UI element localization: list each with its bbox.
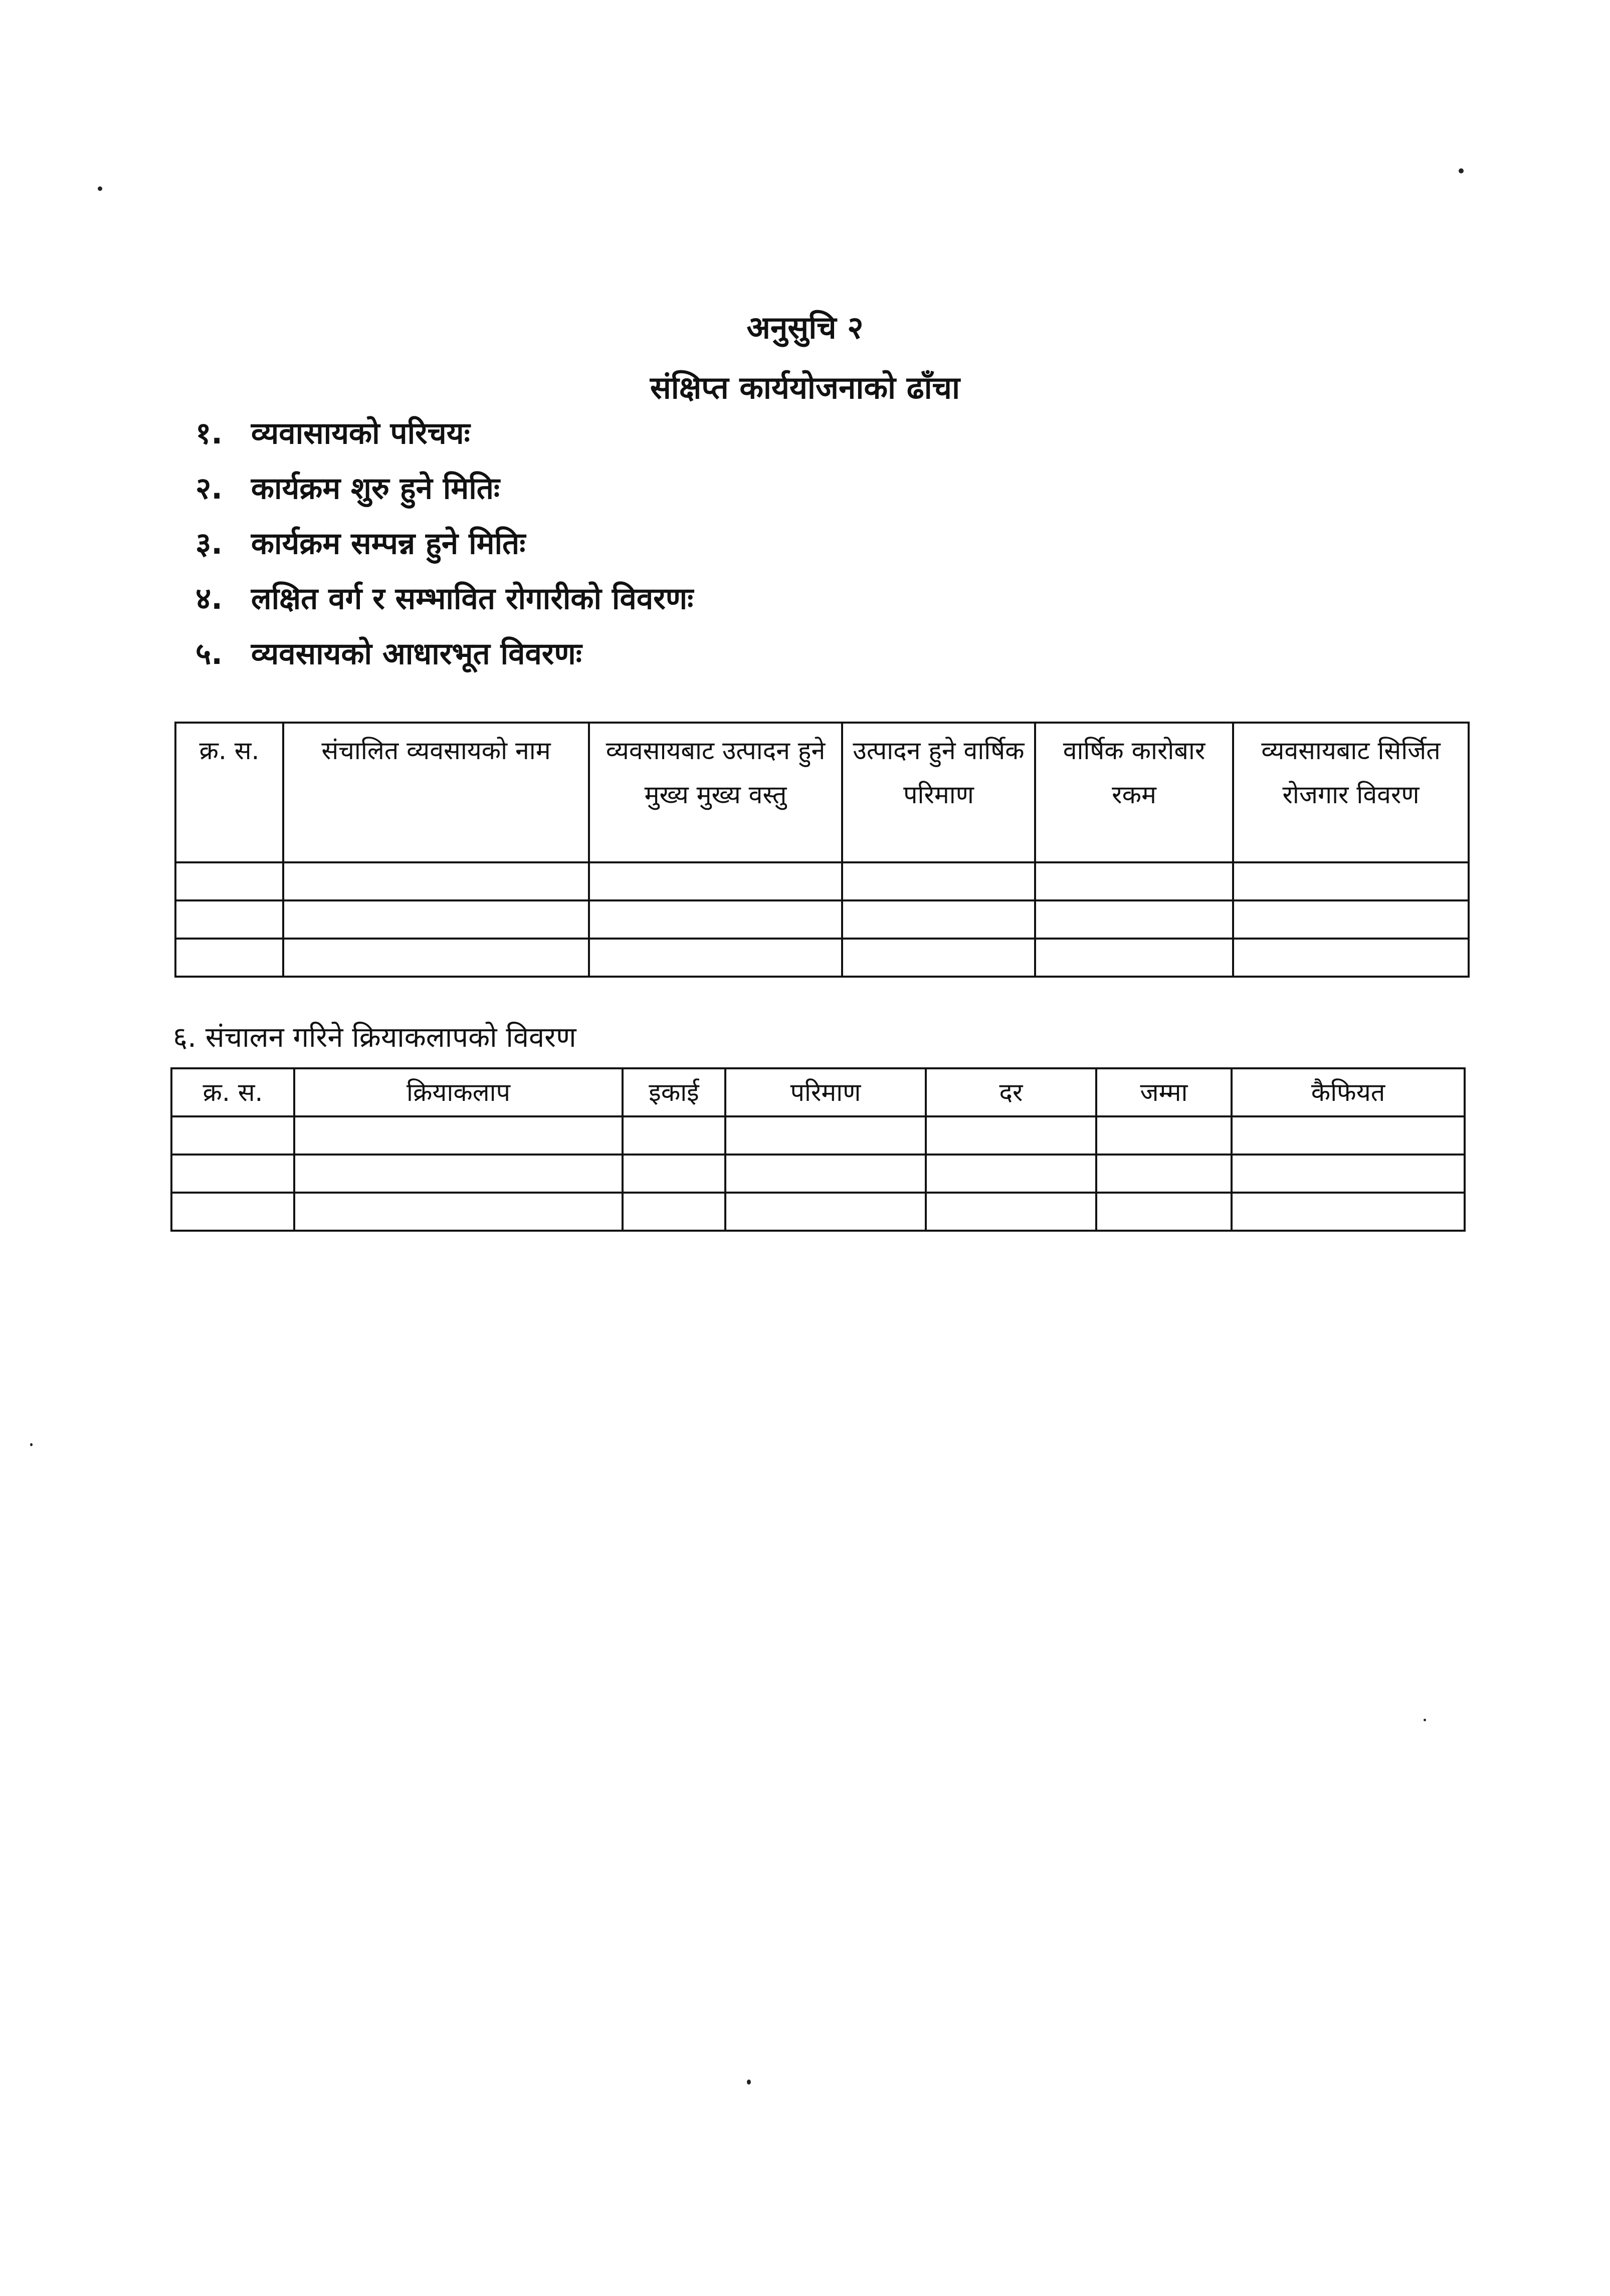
scan-speck (98, 186, 102, 191)
section-list (195, 406, 693, 681)
table-row (175, 900, 1469, 939)
table-header-row (171, 1068, 1465, 1116)
table-cell[interactable] (1035, 862, 1233, 900)
table-cell[interactable] (1035, 939, 1233, 977)
table-cell[interactable] (294, 1193, 623, 1231)
table-row (175, 862, 1469, 900)
column-header: उत्पादन हुने वार्षिक परिमाण (842, 723, 1035, 862)
table-cell[interactable] (926, 1116, 1096, 1155)
table-cell[interactable] (171, 1193, 294, 1231)
item-number: १. (195, 416, 223, 451)
column-header: वार्षिक कारोबार रकम (1035, 723, 1233, 862)
column-header: व्यवसायबाट उत्पादन हुने मुख्य मुख्य वस्तु (589, 723, 842, 862)
annex-title: अनुसुचि २ (746, 309, 864, 346)
table-cell[interactable] (926, 1193, 1096, 1231)
table-cell[interactable] (725, 1116, 926, 1155)
item-number: ३. (195, 526, 223, 561)
table-cell[interactable] (283, 900, 589, 939)
item-text: व्यवासायको परिचयः (251, 416, 470, 451)
item-text: कार्यक्रम सम्पन्न हुने मितिः (251, 526, 526, 561)
column-header: इकाई (623, 1068, 725, 1116)
table-cell[interactable] (283, 862, 589, 900)
section-item (195, 626, 693, 681)
section-item (195, 406, 693, 461)
table-cell[interactable] (589, 939, 842, 977)
document-subtitle: संक्षिप्त कार्ययोजनाको ढाँचा (650, 369, 960, 406)
table-cell[interactable] (842, 939, 1035, 977)
item-text: लक्षित वर्ग र सम्भावित रोगारीको विवरणः (251, 581, 694, 616)
table-cell[interactable] (623, 1193, 725, 1231)
table-cell[interactable] (926, 1155, 1096, 1193)
item-number: ५. (195, 636, 223, 671)
column-header: संचालित व्यवसायको नाम (283, 723, 589, 862)
table-row (171, 1116, 1465, 1155)
section-item (195, 516, 693, 571)
table-cell[interactable] (1035, 900, 1233, 939)
table-cell[interactable] (171, 1116, 294, 1155)
section-6-label: ६. संचालन गरिने क्रियाकलापको विवरण (173, 1021, 576, 1054)
item-number: २. (195, 471, 223, 506)
column-header: जम्मा (1096, 1068, 1232, 1116)
item-text: कार्यक्रम शुरु हुने मितिः (251, 471, 500, 506)
table-cell[interactable] (175, 939, 283, 977)
table-cell[interactable] (1232, 1155, 1465, 1193)
table-cell[interactable] (294, 1155, 623, 1193)
item-text: व्यवसायको आधारभूत विवरणः (251, 636, 582, 671)
column-header: क्रियाकलाप (294, 1068, 623, 1116)
scan-speck (1424, 1719, 1426, 1721)
scan-speck (30, 1443, 33, 1446)
scan-speck (747, 2080, 751, 2085)
column-header: क्र. स. (175, 723, 283, 862)
column-header: दर (926, 1068, 1096, 1116)
table-cell[interactable] (725, 1155, 926, 1193)
business-details-table (174, 722, 1470, 978)
table-cell[interactable] (1096, 1155, 1232, 1193)
table-cell[interactable] (1096, 1193, 1232, 1231)
table-cell[interactable] (1096, 1116, 1232, 1155)
table-cell[interactable] (589, 862, 842, 900)
table-cell[interactable] (1232, 1116, 1465, 1155)
table-cell[interactable] (842, 862, 1035, 900)
table-cell[interactable] (175, 862, 283, 900)
table-cell[interactable] (1232, 1193, 1465, 1231)
table-row (175, 939, 1469, 977)
table-cell[interactable] (725, 1193, 926, 1231)
table-cell[interactable] (589, 900, 842, 939)
section-item (195, 461, 693, 516)
table-row (171, 1193, 1465, 1231)
table-cell[interactable] (623, 1155, 725, 1193)
item-number: ४. (195, 581, 223, 616)
scan-speck (1459, 168, 1464, 173)
table-cell[interactable] (1233, 900, 1469, 939)
table-cell[interactable] (294, 1116, 623, 1155)
column-header: कैफियत (1232, 1068, 1465, 1116)
table-cell[interactable] (623, 1116, 725, 1155)
table-cell[interactable] (171, 1155, 294, 1193)
table-cell[interactable] (1233, 939, 1469, 977)
column-header: क्र. स. (171, 1068, 294, 1116)
table-row (171, 1155, 1465, 1193)
column-header: व्यवसायबाट सिर्जित रोजगार विवरण (1233, 723, 1469, 862)
activity-details-table (170, 1067, 1466, 1232)
table-cell[interactable] (283, 939, 589, 977)
table-cell[interactable] (1233, 862, 1469, 900)
table-cell[interactable] (175, 900, 283, 939)
table-header-row (175, 723, 1469, 862)
section-item (195, 571, 693, 626)
column-header: परिमाण (725, 1068, 926, 1116)
table-cell[interactable] (842, 900, 1035, 939)
